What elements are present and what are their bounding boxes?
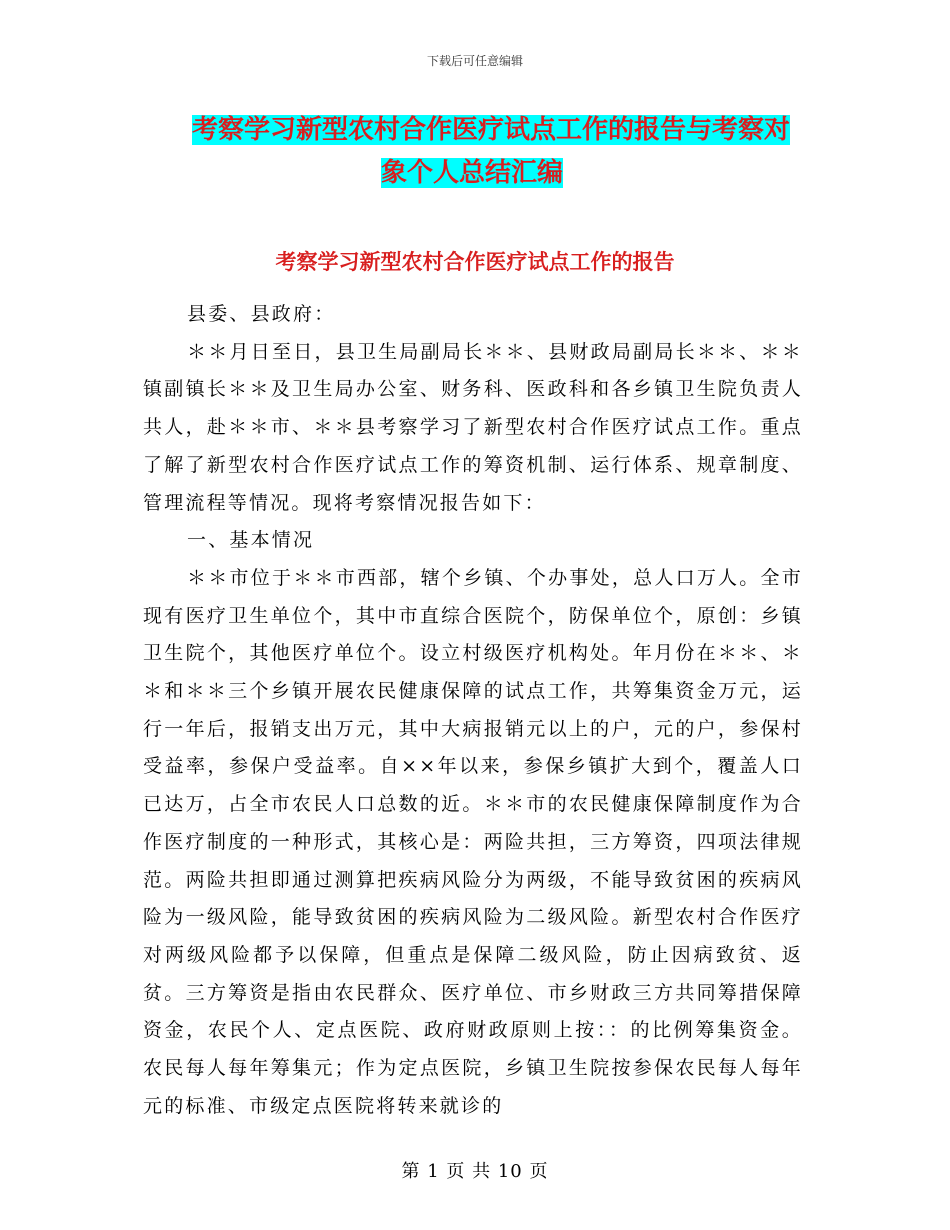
document-body: [143, 296, 803, 1125]
document-title-text-1: 考察学习新型农村合作医疗试点工作的报告与考察对: [192, 115, 791, 145]
paragraph-basic-situation: ＊＊市位于＊＊市西部，辖个乡镇、个办事处，总人口万人。全市现有医疗卫生单位个，其中市直综合医院个，防保单位个，原创：乡镇卫生院个，其他医疗单位个。设立村级医疗机构处。年月份在＊＊、＊＊和＊＊三个乡镇开展农民健康保障的试点工作，共筹集资金万元，运行一年后，报销支出万元，其中大病报销元以上的户，元的户，参保村受益率，参保户受益率。自××年以来，参保乡镇扩大到个，覆盖人口已达万，占全市农民人口总数的近。＊＊市的农民健康保障制度作为合作医疗制度的一种形式，其核心是：两险共担，三方筹资，四项法律规范。两险共担即通过测算把疾病风险分为两级，不能导致贫困的疾病风险为一级风险，能导致贫困的疾病风险为二级风险。新型农村合作医疗对两级风险都予以保障，但重点是保障二级风险，防止因病致贫、返贫。三方筹资是指由农民群众、医疗单位、市乡财政三方共同筹措保障资金，农民个人、定点医院、政府财政原则上按：：的比例筹集资金。农民每人每年筹集元；作为定点医院，乡镇卫生院按参保农民每人每年元的标准、市级定点医院将转来就诊的: [143, 566, 803, 1117]
document-title-line-1: [192, 110, 807, 150]
heading-basic-situation: 一、基本情况: [187, 529, 315, 552]
paragraph-intro: ＊＊月日至日，县卫生局副局长＊＊、县财政局副局长＊＊、＊＊镇副镇长＊＊及卫生局办公室、财务科、医政科和各乡镇卫生院负责人共人，赴＊＊市、＊＊县考察学习了新型农村合作医疗试点工作。重点了解了新型农村合作医疗试点工作的筹资机制、运行体系、规章制度、管理流程等情况。现将考察情况报告如下：: [143, 340, 803, 514]
section-title: 考察学习新型农村合作医疗试点工作的报告: [275, 250, 675, 274]
page-number-footer: 第 1 页 共 10 页: [401, 1161, 549, 1182]
document-title-line-2: [381, 153, 950, 193]
page-header-note: 下载后可任意编辑: [426, 54, 523, 68]
document-title-text-2: 象个人总结汇编: [381, 158, 564, 188]
salutation: 县委、县政府：: [187, 303, 336, 325]
